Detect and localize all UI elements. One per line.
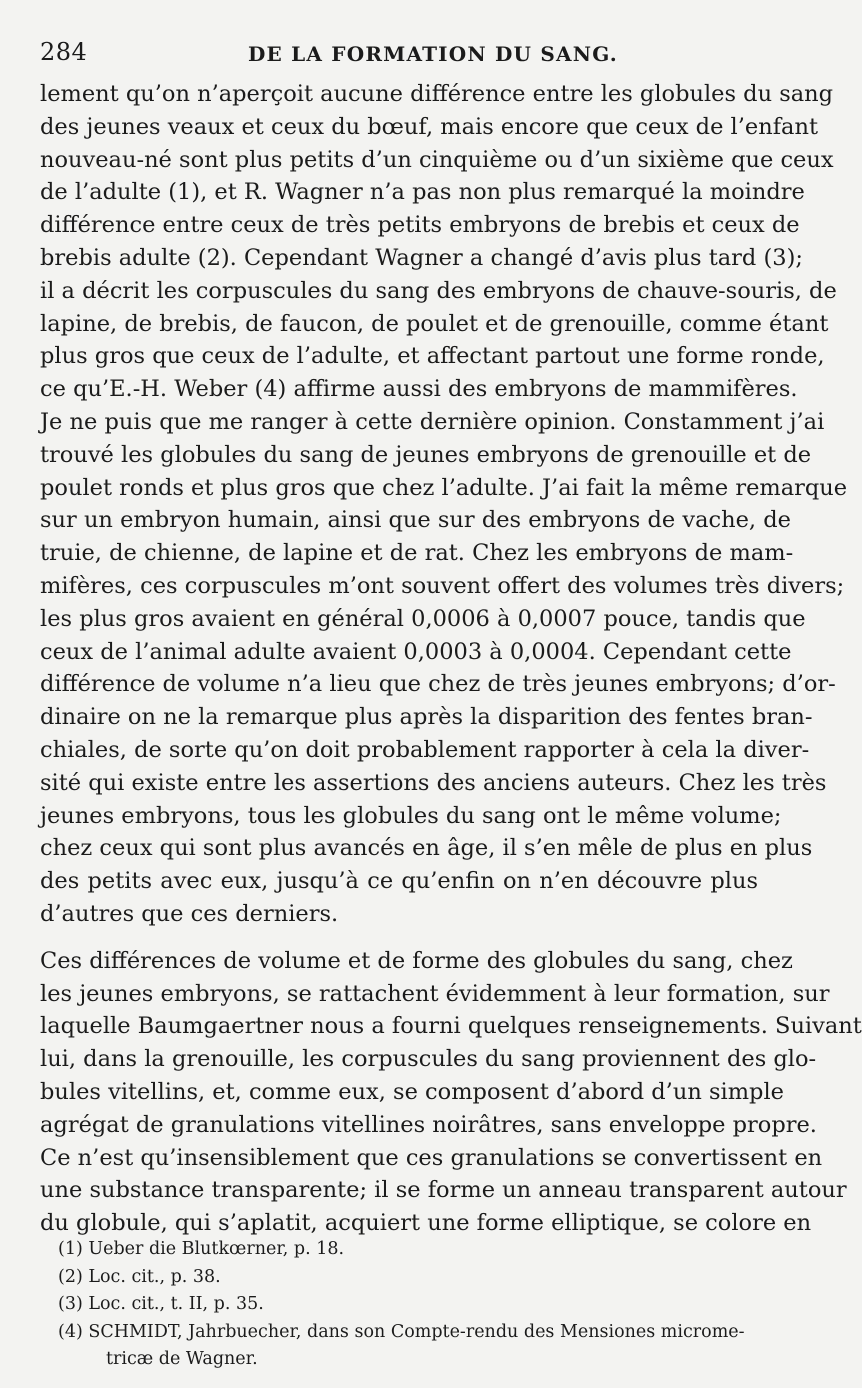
footnote-text: tricæ de Wagner. (106, 1349, 258, 1369)
text-line: trouvé les globules du sang de jeunes embryons de grenouille et de (40, 441, 812, 468)
text-line: truie, de chienne, de lapine et de rat. Chez les embryons de mam- (40, 540, 794, 567)
text-line: sité qui existe entre les assertions des anciens auteurs. Chez les très (40, 769, 827, 796)
text-line: différence de volume n’a lieu que chez de très jeunes embryons; d’or- (40, 671, 836, 698)
text-line: différence entre ceux de très petits embryons de brebis et ceux de (40, 212, 800, 239)
footnote-text: Loc. cit., t. II, p. 35. (88, 1294, 264, 1314)
text-line: lement qu’on n’aperçoit aucune différence entre les globules du sang (40, 81, 834, 107)
paragraph (40, 78, 848, 931)
footnote-text: Ueber die Blutkœrner, p. 18. (88, 1239, 345, 1259)
text-line: les plus gros avaient en général 0,0006 à 0,0007 pouce, tandis que (40, 605, 806, 632)
paragraph-gap (40, 931, 758, 945)
footnote (58, 1291, 760, 1319)
text-line: de l’adulte (1), et R. Wagner n’a pas non plus remarqué la moindre (40, 179, 805, 206)
footnote-text: Loc. cit., p. 38. (88, 1266, 221, 1287)
text-line: ce qu’E.-H. Weber (4) affirme aussi des embryons de mammifères. (40, 376, 798, 403)
text-line: lapine, de brebis, de faucon, de poulet et de grenouille, comme étant (40, 310, 829, 337)
footnote-number: (2) (58, 1266, 83, 1287)
text-line: chez ceux qui sont plus avancés en âge, il s’en mêle de plus en plus (40, 835, 813, 862)
text-line: jeunes embryons, tous les globules du sang ont le même volume; (40, 802, 782, 829)
text-line: Je ne puis que me ranger à cette dernière opinion. Constamment j’ai (40, 408, 825, 435)
page-header (40, 38, 760, 72)
text-line: dinaire on ne la remarque plus après la disparition des fentes bran- (40, 704, 813, 731)
text-line: il a décrit les corpuscules du sang des embryons de chauve-souris, de (40, 277, 837, 304)
text-line: lui, dans la grenouille, les corpuscules du sang proviennent des glo- (40, 1046, 817, 1073)
footnote-number: (4) (58, 1321, 83, 1342)
text-line: agrégat de granulations vitellines noirâtres, sans enveloppe propre. (40, 1111, 817, 1138)
page-number: 284 (40, 38, 88, 66)
text-line: plus gros que ceux de l’adulte, et affectant partout une forme ronde, (40, 343, 825, 370)
text-line: chiales, de sorte qu’on doit probablement rapporter à cela la diver- (40, 736, 810, 763)
text-line: poulet ronds et plus gros que chez l’adulte. J’ai fait la même remarque (40, 474, 848, 501)
footnotes (58, 1236, 760, 1374)
footnote (58, 1319, 760, 1347)
text-line: Ce n’est qu’insensiblement que ces granulations se convertissent en (40, 1144, 823, 1171)
text-line: ceux de l’animal adulte avaient 0,0003 à 0,0004. Cependant cette (40, 638, 792, 665)
footnote (58, 1346, 760, 1374)
text-line: sur un embryon humain, ainsi que sur des embryons de vache, de (40, 507, 791, 534)
text-line: du globule, qui s’aplatit, acquiert une forme elliptique, se colore en (40, 1210, 812, 1237)
footnote (58, 1264, 760, 1292)
footnote-text: SCHMIDT, Jahrbuecher, dans son Compte-rendu des Mensiones microme- (88, 1321, 745, 1342)
paragraph (40, 945, 862, 1240)
running-title: DE LA FORMATION DU SANG. (248, 42, 618, 66)
footnote-number: (1) (58, 1239, 83, 1259)
text-line: laquelle Baumgaertner nous a fourni quelques renseignements. Suivant (40, 1013, 862, 1040)
text-line: brebis adulte (2). Cependant Wagner a changé d’avis plus tard (3); (40, 244, 803, 271)
text-line: des petits avec eux, jusqu’à ce qu’enfin on n’en découvre plus (40, 868, 758, 895)
body-text (40, 78, 862, 1240)
text-line: Ces différences de volume et de forme des globules du sang, chez (40, 947, 793, 974)
text-line: des jeunes veaux et ceux du bœuf, mais encore que ceux de l’enfant (40, 113, 818, 140)
footnote (58, 1236, 760, 1264)
text-line: nouveau-né sont plus petits d’un cinquième ou d’un sixième que ceux (40, 146, 834, 173)
text-line: une substance transparente; il se forme un anneau transparent autour (40, 1177, 847, 1204)
footnote-number: (3) (58, 1294, 83, 1314)
text-line: mifères, ces corpuscules m’ont souvent offert des volumes très divers; (40, 572, 845, 599)
text-line: d’autres que ces derniers. (40, 900, 339, 927)
text-line: bules vitellins, et, comme eux, se composent d’abord d’un simple (40, 1078, 784, 1105)
text-line: les jeunes embryons, se rattachent évidemment à leur formation, sur (40, 980, 830, 1007)
